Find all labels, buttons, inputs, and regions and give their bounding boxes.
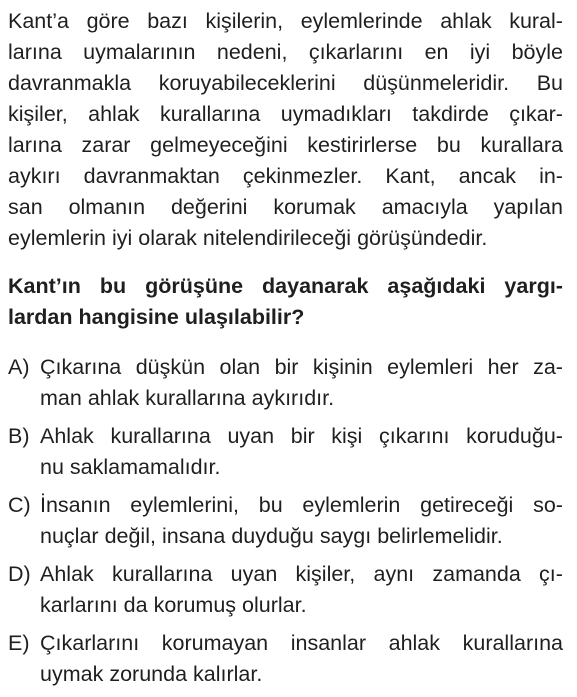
question-page [8, 6, 563, 697]
word: man [40, 386, 82, 410]
option-text [40, 628, 563, 690]
passage-line [8, 6, 563, 37]
word: Kant’a [8, 9, 69, 33]
passage-line [8, 68, 563, 99]
option-line [40, 521, 563, 552]
word: çıkar- [509, 102, 563, 126]
passage-line [8, 130, 563, 161]
word: Çıkarlarını [40, 631, 140, 655]
passage [8, 6, 563, 254]
word: çıkarlarını [308, 40, 404, 64]
word: koruyabileceklerini [158, 71, 336, 95]
word: zamanda [432, 562, 521, 586]
word: olan [219, 355, 261, 379]
word: korumak [273, 195, 356, 219]
word: ahlak [440, 9, 492, 33]
option-line [40, 659, 563, 690]
word: kurallarına [159, 102, 261, 126]
word: bu [436, 133, 461, 157]
word: larına [8, 133, 62, 157]
word: kural- [509, 9, 563, 33]
word: her [487, 355, 519, 379]
word: Kant’ın [8, 274, 81, 298]
word: duyduğu [231, 524, 314, 548]
word: göre [86, 9, 130, 33]
word: bir [290, 424, 315, 448]
question-line [8, 271, 563, 302]
word: İnsanın [40, 493, 111, 517]
word: düşünmeleridir. [363, 71, 510, 95]
word: koruduğu- [466, 424, 563, 448]
word: aşağıdaki [387, 274, 486, 298]
option-line [40, 490, 563, 521]
word: böyle [511, 40, 563, 64]
word: çekinmezler. [242, 164, 363, 188]
option-line [40, 452, 563, 483]
word: uymak [40, 662, 104, 686]
option-text [40, 421, 563, 483]
word: karlarını [40, 593, 118, 617]
option-e[interactable] [8, 628, 563, 690]
word: Ahlak [40, 424, 94, 448]
word: uymadıkları [280, 102, 392, 126]
word: bu [99, 274, 127, 298]
word: ahlak [388, 631, 441, 655]
word: zarar [81, 133, 131, 157]
option-line [40, 421, 563, 452]
word: kurallarına [462, 631, 563, 655]
word: kurallarına [145, 386, 246, 410]
option-text [40, 352, 563, 414]
passage-line [8, 161, 563, 192]
option-letter: B) [8, 424, 30, 448]
word: kişi [331, 424, 363, 448]
word: Çıkarına [40, 355, 122, 379]
word: in- [539, 164, 563, 188]
word: olurlar. [242, 593, 307, 617]
word: kişinin [312, 355, 373, 379]
option-letter: D) [8, 562, 31, 586]
word: nitelendirileceği [202, 226, 352, 250]
word: Kant, [385, 164, 436, 188]
word: bir [274, 355, 299, 379]
word: davranmakla [8, 71, 132, 95]
word: saklamamalıdır. [69, 455, 221, 479]
option-text [40, 490, 563, 552]
passage-line [8, 192, 563, 223]
word: belirlemelidir. [377, 524, 503, 548]
word: kestirirlerse [307, 133, 418, 157]
option-c[interactable] [8, 490, 563, 552]
word: Bu [536, 71, 563, 95]
word: insana [161, 524, 226, 548]
word: kurallara [480, 133, 563, 157]
word: eylemleri [387, 355, 474, 379]
word: görüşüne [145, 274, 244, 298]
option-b[interactable] [8, 421, 563, 483]
option-line [40, 628, 563, 659]
word: ulaşılabilir? [184, 305, 305, 329]
word: düşkün [135, 355, 206, 379]
option-line [40, 590, 563, 621]
word: eylemlerin [8, 226, 106, 250]
word: eylemlerin [302, 493, 401, 517]
word: da [123, 593, 148, 617]
word: Ahlak [40, 562, 94, 586]
word: ahlak [88, 102, 140, 126]
word: uyan [227, 424, 275, 448]
option-letter: E) [8, 631, 30, 655]
word: kurallarına [112, 562, 213, 586]
word: zorunda [109, 662, 188, 686]
word: yapılan [493, 195, 563, 219]
word: larına [8, 40, 62, 64]
word: uymalarının [83, 40, 196, 64]
word: dayanarak [262, 274, 369, 298]
option-d[interactable] [8, 559, 563, 621]
word: kalırlar. [193, 662, 263, 686]
option-line [40, 352, 563, 383]
word: çı- [539, 562, 563, 586]
passage-line [8, 99, 563, 130]
word: eylemlerinde [300, 9, 423, 33]
word: takdirde [412, 102, 489, 126]
word: nu [40, 455, 64, 479]
word: ancak [458, 164, 517, 188]
word: kişiler, [8, 102, 68, 126]
word: aykırıdır. [251, 386, 335, 410]
word: gelmeyeceğini [150, 133, 288, 157]
word: eylemlerini, [130, 493, 239, 517]
word: nedeni, [216, 40, 288, 64]
word: aynı [373, 562, 415, 586]
option-a[interactable] [8, 352, 563, 414]
option-letter: A) [8, 355, 30, 379]
word: hangisine [78, 305, 179, 329]
passage-line [8, 37, 563, 68]
word: ahlak [87, 386, 140, 410]
answer-options [8, 352, 563, 690]
question-line [8, 302, 563, 333]
word: so- [533, 493, 563, 517]
option-text [40, 559, 563, 621]
word: davranmaktan [83, 164, 220, 188]
word: nuçlar [40, 524, 99, 548]
word: kurallarına [110, 424, 211, 448]
word: bu [258, 493, 283, 517]
option-letter: C) [8, 493, 31, 517]
word: bazı [147, 9, 188, 33]
option-line [40, 559, 563, 590]
word: kişilerin, [205, 9, 284, 33]
passage-line [8, 223, 563, 254]
word: amacıyla [381, 195, 468, 219]
word: san [8, 195, 43, 219]
word: iyi [111, 226, 133, 250]
word: saygı [319, 524, 372, 548]
word: korumuş [153, 593, 237, 617]
word: olmanın [68, 195, 146, 219]
word: insanlar [290, 631, 367, 655]
question-stem [8, 271, 563, 333]
word: görüşündedir. [357, 226, 488, 250]
word: çıkarını [378, 424, 450, 448]
word: değil, [104, 524, 156, 548]
word: za- [533, 355, 563, 379]
word: uyan [230, 562, 278, 586]
word: lardan [8, 305, 73, 329]
option-line [40, 383, 563, 414]
word: değerini [170, 195, 248, 219]
word: en [424, 40, 449, 64]
word: aykırı [8, 164, 61, 188]
word: korumayan [161, 631, 269, 655]
word: kişiler, [295, 562, 356, 586]
word: yargı- [504, 274, 563, 298]
word: iyi [469, 40, 491, 64]
word: getireceği [420, 493, 514, 517]
word: olarak [138, 226, 197, 250]
